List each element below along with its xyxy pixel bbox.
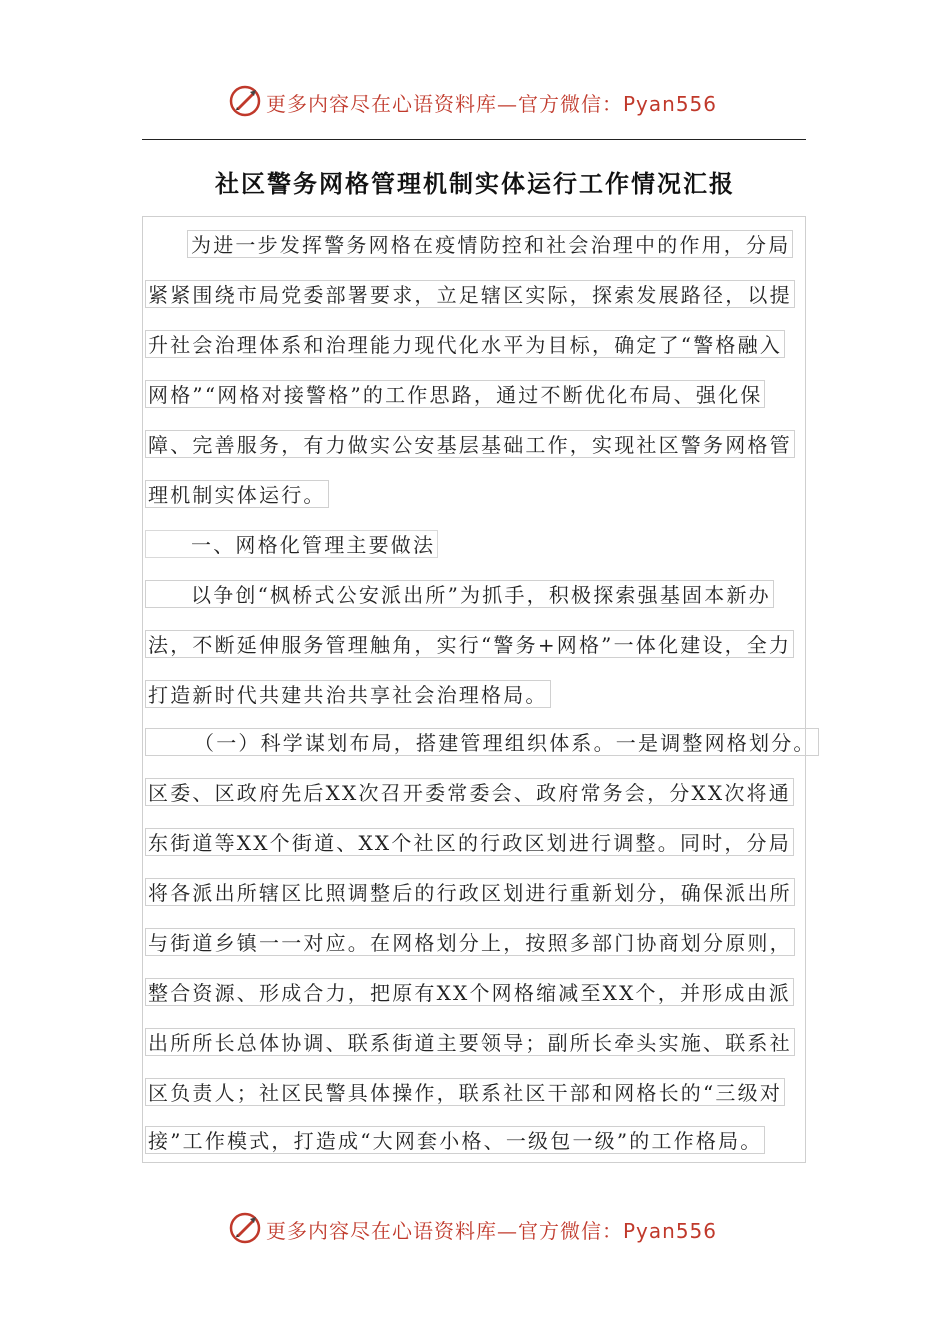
wechat-id: Pyan556 (623, 92, 718, 116)
text-line: 区负责人；社区民警具体操作，联系社区干部和网格长的“三级对 (145, 1078, 785, 1106)
header-banner (0, 82, 950, 122)
logo-icon (228, 1211, 262, 1245)
text-line: 紧紧围绕市局党委部署要求，立足辖区实际，探索发展路径，以提 (145, 280, 795, 308)
banner-text: 更多内容尽在心语资料库—官方微信：Pyan556 (266, 1219, 718, 1243)
text-line: 障、完善服务，有力做实公安基层基础工作，实现社区警务网格管 (145, 430, 795, 458)
section-heading: 一、网格化管理主要做法 (145, 530, 438, 558)
text-line: 区委、区政府先后XX次召开委常委会、政府常务会，分XX次将通 (145, 778, 794, 806)
text-line: 出所所长总体协调、联系街道主要领导；副所长牵头实施、联系社 (145, 1028, 795, 1056)
text-line: 法，不断延伸服务管理触角，实行“警务+网格”一体化建设，全力 (145, 630, 794, 658)
wechat-id: Pyan556 (623, 1219, 718, 1243)
banner-text: 更多内容尽在心语资料库—官方微信：Pyan556 (266, 92, 718, 116)
document-title: 社区警务网格管理机制实体运行工作情况汇报 (215, 169, 735, 198)
text-line: 升社会治理体系和治理能力现代化水平为目标，确定了“警格融入 (145, 330, 785, 358)
text-line: 网格”“网格对接警格”的工作思路，通过不断优化布局、强化保 (145, 380, 765, 408)
subsection-line: （一）科学谋划布局，搭建管理组织体系。一是调整网格划分。 (145, 728, 819, 756)
logo-icon (228, 84, 262, 118)
text-line: 与街道乡镇一一对应。在网格划分上，按照多部门协商划分原则， (145, 928, 795, 956)
text-line: 理机制实体运行。 (145, 480, 329, 508)
text-line: 为进一步发挥警务网格在疫情防控和社会治理中的作用，分局 (187, 230, 793, 258)
text-line: 以争创“枫桥式公安派出所”为抓手，积极探索强基固本新办 (145, 580, 774, 608)
text-line: 将各派出所辖区比照调整后的行政区划进行重新划分，确保派出所 (145, 878, 795, 906)
header-divider (142, 139, 806, 140)
text-line: 打造新时代共建共治共享社会治理格局。 (145, 680, 551, 708)
text-line: 整合资源、形成合力，把原有XX个网格缩减至XX个，并形成由派 (145, 978, 794, 1006)
text-line: 接”工作模式，打造成“大网套小格、一级包一级”的工作格局。 (145, 1126, 765, 1154)
text-line: 东街道等XX个街道、XX个社区的行政区划进行调整。同时，分局 (145, 828, 794, 856)
footer-banner (0, 1209, 950, 1249)
